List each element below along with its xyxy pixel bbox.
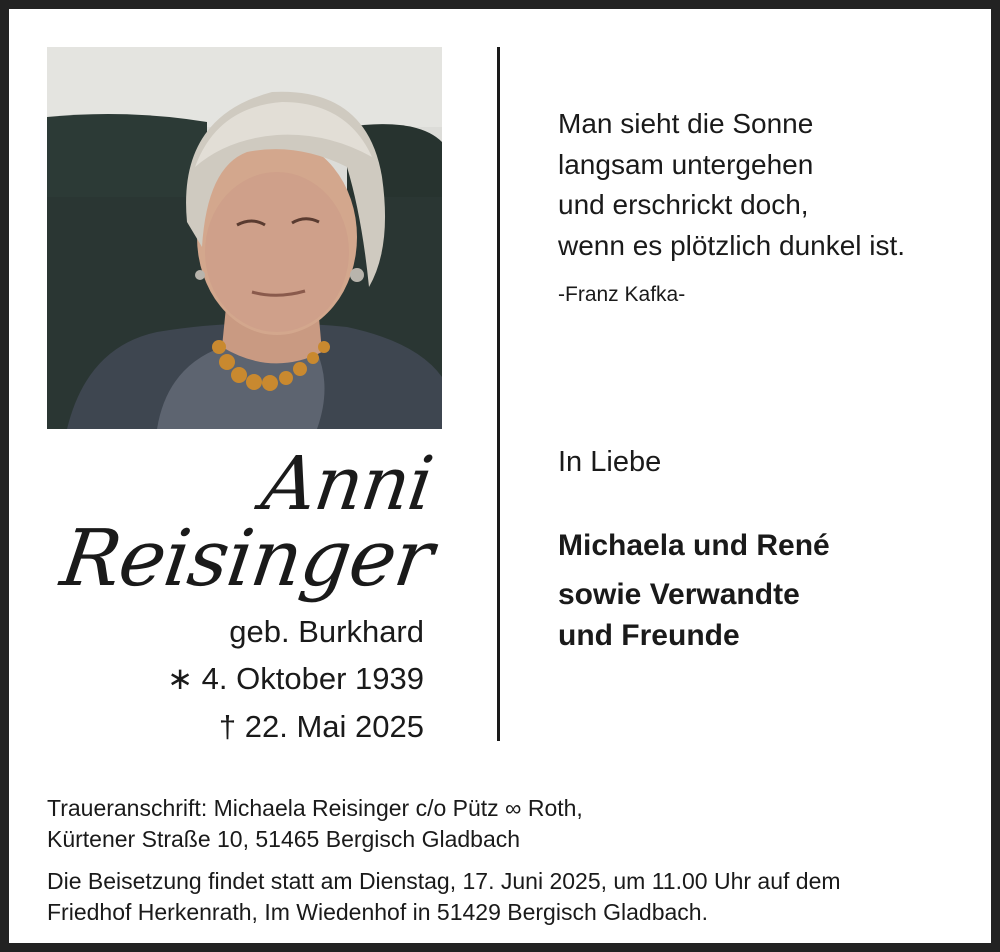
quote-line: wenn es plötzlich dunkel ist. — [558, 229, 906, 261]
mourners-line: sowie Verwandte — [558, 578, 800, 611]
funeral-notice — [47, 866, 841, 928]
address-line: Kürtener Straße 10, 51465 Bergisch Gladbach — [47, 826, 521, 852]
birth-name: geb. Burkhard — [229, 614, 424, 649]
address-line: Traueranschrift: Michaela Reisinger c/o Pütz ∞ Roth, — [47, 795, 583, 821]
quote — [558, 104, 905, 266]
birth-date: ∗ 4. Oktober 1939 — [167, 661, 424, 696]
quote-line: und erschrickt doch, — [558, 189, 809, 220]
quote-line: langsam untergehen — [558, 148, 814, 180]
mourners-line: Michaela und René — [558, 529, 830, 562]
mourners-intro: In Liebe — [558, 446, 662, 478]
mourners-list — [558, 525, 830, 656]
quote-author: -Franz Kafka- — [558, 283, 686, 306]
quote-line: Man sieht die Sonne — [558, 108, 814, 139]
portrait-photo-icon — [47, 47, 442, 429]
mourning-address — [47, 793, 583, 855]
death-date: † 22. Mai 2025 — [218, 709, 424, 744]
last-name: Reisinger — [55, 514, 438, 604]
funeral-line: Friedhof Herkenrath, Im Wiedenhof in 51429 Bergisch Gladbach. — [47, 899, 708, 925]
vertical-divider — [497, 47, 500, 741]
funeral-line: Die Beisetzung findet statt am Dienstag, 17. Juni 2025, um 11.00 Uhr auf dem — [47, 868, 841, 894]
first-name: Anni — [256, 441, 438, 527]
portrait-photo — [47, 47, 442, 429]
mourners-line: und Freunde — [558, 619, 740, 652]
